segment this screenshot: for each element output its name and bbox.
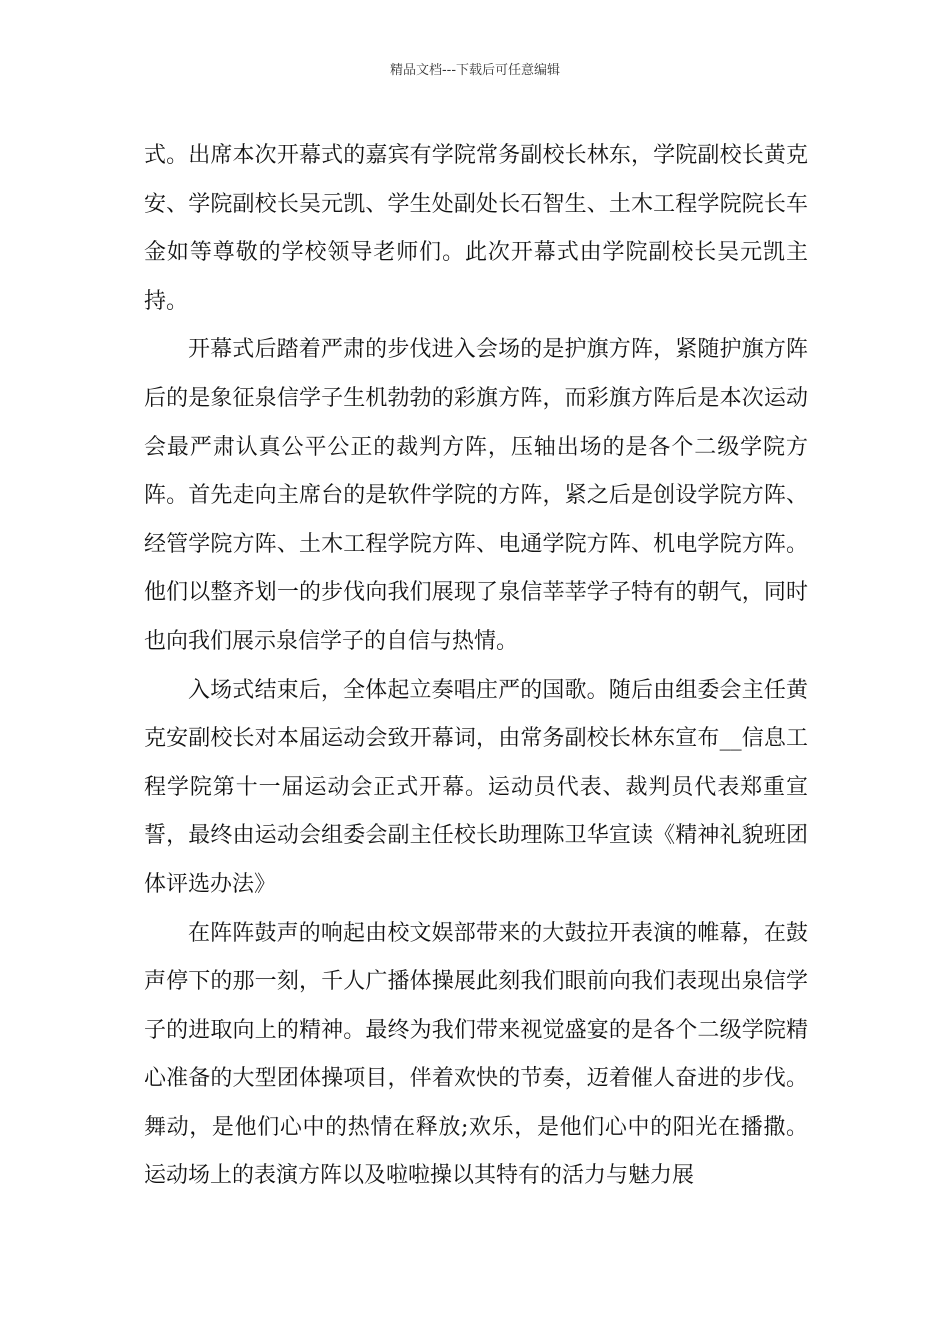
paragraph-4: 在阵阵鼓声的响起由校文娱部带来的大鼓拉开表演的帷幕，在鼓声停下的那一刻，千人广播体操展此刻我们眼前向我们表现出泉信学子的进取向上的精神。最终为我们带来视觉盛宴的是各个二级学院精心准备的大型团体操项目，伴着欢快的节奏，迈着催人奋进的步伐。舞动，是他们心中的热情在释放;欢乐，是他们心中的阳光在播撒。运动场上的表演方阵以及啦啦操以其特有的活力与魅力展 — [144, 920, 808, 1189]
paragraph-3: 入场式结束后，全体起立奏唱庄严的国歌。随后由组委会主任黄克安副校长对本届运动会致开幕词，由常务副校长林东宣布__信息工程学院第十一届运动会正式开幕。运动员代表、裁判员代表郑重宣誓，最终由运动会组委会副主任校长助理陈卫华宣读《精神礼貌班团体评选办法》 — [144, 677, 808, 897]
paragraph-2: 开幕式后踏着严肃的步伐进入会场的是护旗方阵，紧随护旗方阵后的是象征泉信学子生机勃勃的彩旗方阵，而彩旗方阵后是本次运动会最严肃认真公平公正的裁判方阵，压轴出场的是各个二级学院方阵。首先走向主席台的是软件学院的方阵，紧之后是创设学院方阵、经管学院方阵、土木工程学院方阵、电通学院方阵、机电学院方阵。他们以整齐划一的步伐向我们展现了泉信莘莘学子特有的朝气，同时也向我们展示泉信学子的自信与热情。 — [144, 337, 808, 654]
document-body — [144, 132, 808, 1201]
paragraph-1: 式。出席本次开幕式的嘉宾有学院常务副校长林东，学院副校长黄克安、学院副校长吴元凯、学生处副处长石智生、土木工程学院院长车金如等尊敬的学校领导老师们。此次开幕式由学院副校长吴元凯主持。 — [144, 143, 808, 314]
page-header: 精品文档---下载后可任意编辑 — [389, 63, 561, 78]
